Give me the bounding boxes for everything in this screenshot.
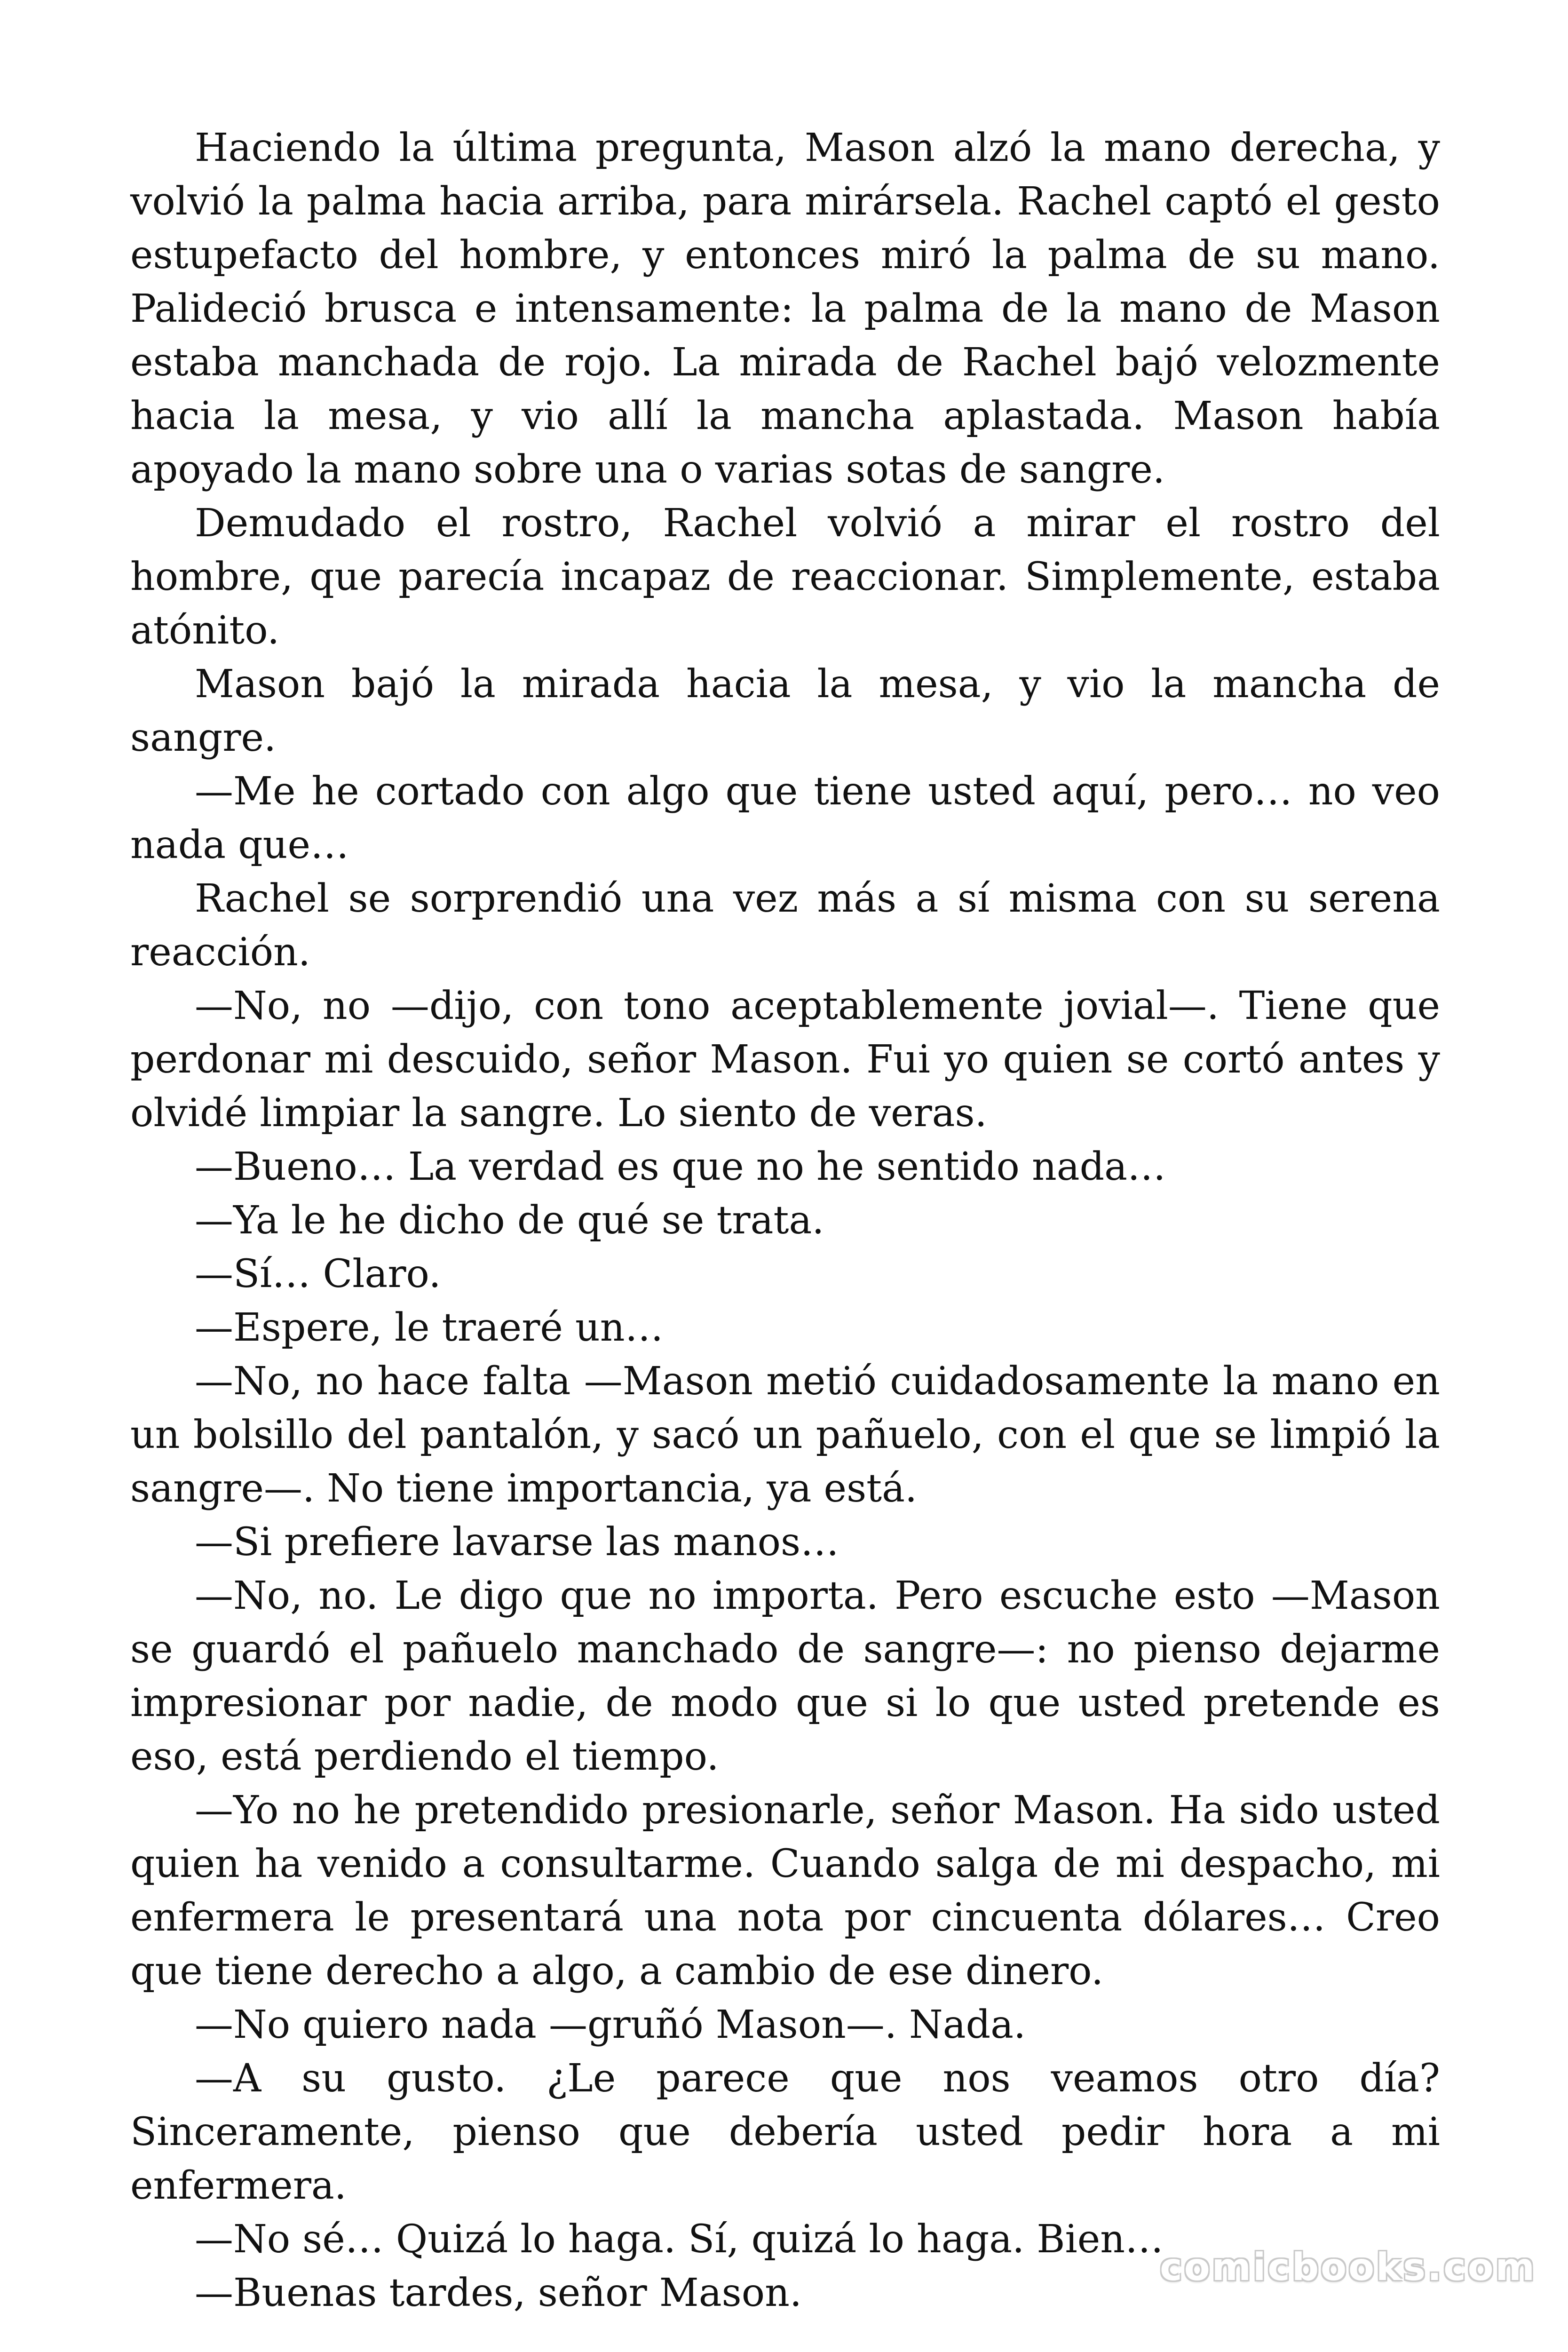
paragraph: —Si prefiere lavarse las manos… <box>195 1520 839 1565</box>
paragraph: —Espere, le traeré un… <box>195 1305 664 1350</box>
paragraph: —No sé… Quizá lo haga. Sí, quizá lo haga. Bien… <box>195 2217 1164 2262</box>
paragraph: Mason bajó la mirada hacia la mesa, y vio la mancha de sangre. <box>130 662 1440 760</box>
paragraph: —A su gusto. ¿Le parece que nos veamos otro día? Sinceramente, pienso que debería usted pedir hora a mi enfermera. <box>130 2056 1440 2208</box>
paragraph: —Sí… Claro. <box>195 1252 441 1296</box>
paragraph: —Ya le he dicho de qué se trata. <box>195 1198 824 1243</box>
paragraph: Rachel se sorprendió una vez más a sí misma con su serena reacción. <box>130 876 1440 975</box>
watermark: comicbooks.com <box>1160 2245 1536 2289</box>
paragraph: —Yo no he pretendido presionarle, señor Mason. Ha sido usted quien ha venido a consultarme. Cuando salga de mi despacho, mi enfermera le presentará una nota por cincuenta dólares… Creo que tiene derecho a algo, a cambio de ese dinero. <box>130 1788 1440 1994</box>
body-text <box>130 121 1440 2320</box>
paragraph: —No, no hace falta —Mason metió cuidadosamente la mano en un bolsillo del pantalón, y sacó un pañuelo, con el que se limpió la sangre—. No tiene importancia, ya está. <box>130 1359 1440 1511</box>
paragraph: Demudado el rostro, Rachel volvió a mirar el rostro del hombre, que parecía incapaz de reaccionar. Simplemente, estaba atónito. <box>130 501 1440 653</box>
paragraph: —No, no —dijo, con tono aceptablemente jovial—. Tiene que perdonar mi descuido, señor Mason. Fui yo quien se cortó antes y olvidé limpiar la sangre. Lo siento de veras. <box>130 984 1440 1136</box>
paragraph: —Bueno… La verdad es que no he sentido nada… <box>195 1144 1166 1189</box>
paragraph: —Buenas tardes, señor Mason. <box>195 2271 802 2315</box>
paragraph: —Me he cortado con algo que tiene usted aquí, pero… no veo nada que… <box>130 769 1440 867</box>
paragraph: —No quiero nada —gruñó Mason—. Nada. <box>195 2002 1026 2047</box>
paragraph: —No, no. Le digo que no importa. Pero escuche esto —Mason se guardó el pañuelo manchado de sangre—: no pienso dejarme impresionar por nadie, de modo que si lo que usted pretende es eso, está perdiendo el tiempo. <box>130 1573 1440 1779</box>
paragraph: Haciendo la última pregunta, Mason alzó la mano derecha, y volvió la palma hacia arriba, para mirársela. Rachel captó el gesto estupefacto del hombre, y entonces miró la palma de su mano. Palideció brusca e intensamente: la palma de la mano de Mason estaba manchada de rojo. La mirada de Rachel bajó velozmente hacia la mesa, y vio allí la mancha aplastada. Mason había apoyado la mano sobre una o varias sotas de sangre. <box>130 126 1440 492</box>
